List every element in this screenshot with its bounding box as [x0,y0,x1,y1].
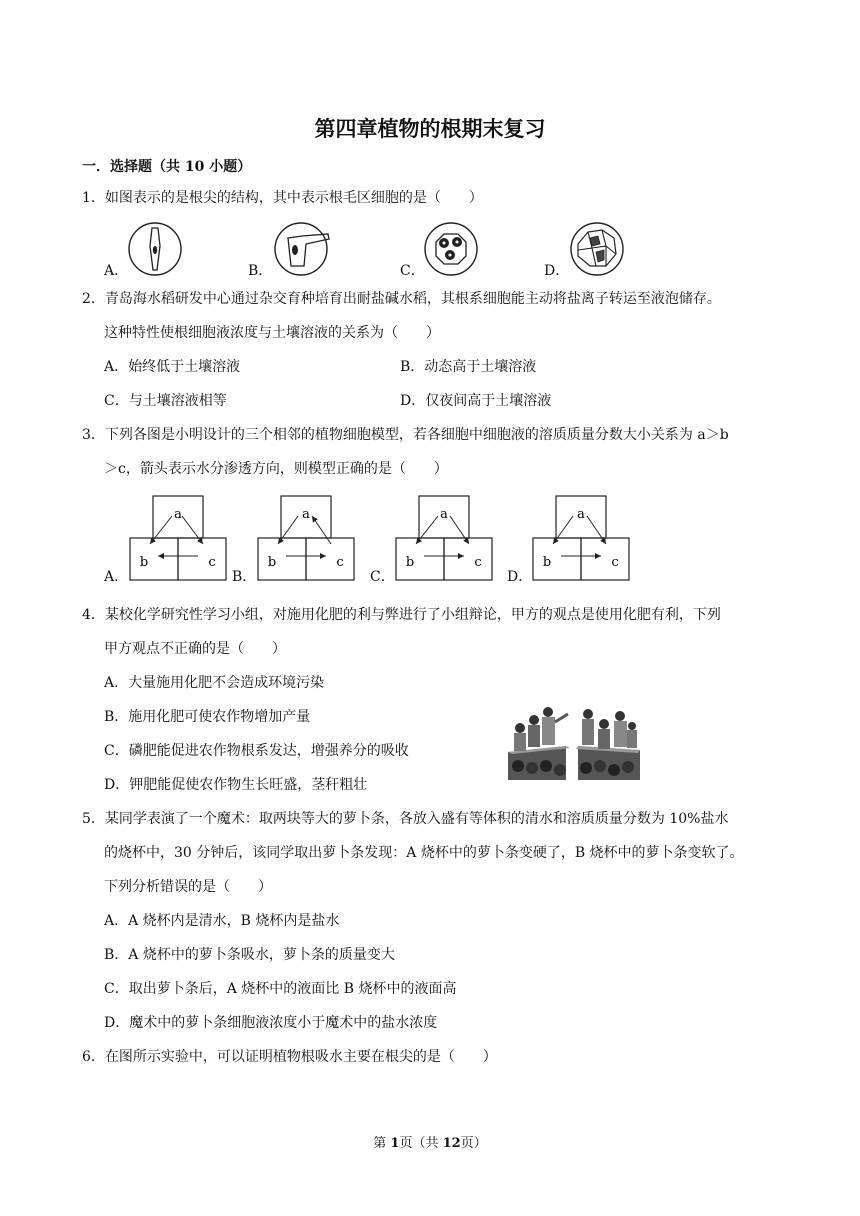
cell-b-label: b [542,555,552,570]
cell-b [533,538,581,580]
q1-option-a-figure [126,220,184,278]
footer-suffix: 页） [460,1136,487,1151]
cell-b-label: b [139,555,149,570]
osmosis-arrow-2 [312,516,331,544]
cell-b-label: b [267,555,277,570]
q3-option-b-label: B． [232,569,257,585]
cell-b [396,538,444,580]
q1-stem: 1．如图表示的是根尖的结构，其中表示根毛区细胞的是（ ） [82,190,483,206]
q5-option-b: B．A 烧杯中的萝卜条吸水，萝卜条的质量变大 [104,947,395,963]
cell-c-label: c [611,555,619,570]
q5-stem-line2: 的烧杯中，30 分钟后，该同学取出萝卜条发现：A 烧杯中的萝卜条变硬了，B 烧杯中的萝卜条变软了。 [104,845,744,861]
cell-a-label: a [302,507,310,522]
cell-c [581,538,629,580]
footer-page-number: 1 [390,1136,400,1151]
q5-option-a: A．A 烧杯内是清水，B 烧杯内是盐水 [104,913,340,929]
q2-stem-line1: 2．青岛海水稻研发中心通过杂交育种培育出耐盐碱水稻，其根系细胞能主动将盐离子转运至液泡储存。 [82,291,721,307]
q2-option-a: A．始终低于土壤溶液 [104,359,241,375]
q1-option-b-label: B． [248,263,273,279]
osmosis-arrow-2 [587,516,606,544]
cell-a-label: a [174,507,182,522]
q1-option-a-label: A． [104,263,129,279]
section-heading: 一．选择题（共 10 小题） [82,159,252,175]
q5-stem-line3: 下列分析错误的是（ ） [104,879,272,895]
q3-stem-line1: 3．下列各图是小明设计的三个相邻的植物细胞模型，若各细胞中细胞液的溶质质量分数大小关系为 a＞b [82,427,729,443]
q6-stem: 6．在图所示实验中，可以证明植物根吸水主要在根尖的是（ ） [82,1049,497,1065]
osmosis-arrow-2 [450,516,469,544]
q3-option-a-figure [128,494,228,584]
q1-option-b-figure [272,220,334,278]
q2-option-c: C．与土壤溶液相等 [104,393,227,409]
q1-option-d-label: D． [544,263,570,279]
q2-stem-line2: 这种特性使根细胞液浓度与土壤溶液的关系为（ ） [104,325,440,341]
q4-debate-illustration [508,700,640,780]
q4-option-d: D．钾肥能促使农作物生长旺盛，茎秆粗壮 [104,777,368,793]
q3-option-d-label: D． [507,569,533,585]
q3-option-c-figure [394,494,494,584]
q5-option-d: D．魔术中的萝卜条细胞液浓度小于魔术中的盐水浓度 [104,1015,438,1031]
cell-a-label: a [440,507,448,522]
q3-option-d-figure [531,494,631,584]
q3-option-a-label: A． [104,569,129,585]
q2-option-b: B．动态高于土壤溶液 [400,359,537,375]
q1-option-d-figure [568,220,626,278]
page-footer [0,1132,860,1151]
footer-total-pages: 12 [442,1136,461,1151]
cell-b [130,538,178,580]
footer-middle: 页（共 [399,1136,443,1151]
cell-b [258,538,306,580]
q1-option-c-label: C． [400,263,425,279]
q4-stem-line2: 甲方观点不正确的是（ ） [104,641,286,657]
cell-a-label: a [577,507,585,522]
cell-c [178,538,226,580]
q2-option-d: D．仅夜间高于土壤溶液 [400,393,552,409]
q3-stem-line2: ＞c，箭头表示水分渗透方向，则模型正确的是（ ） [104,461,448,477]
cell-c [444,538,492,580]
q4-option-a: A．大量施用化肥不会造成环境污染 [104,675,325,691]
q5-option-c: C．取出萝卜条后，A 烧杯中的液面比 B 烧杯中的液面高 [104,981,457,997]
footer-prefix: 第 [373,1136,391,1151]
q1-option-c-figure [422,220,480,278]
q3-option-b-figure [256,494,356,584]
cell-c-label: c [336,555,344,570]
osmosis-arrow-2 [182,516,203,544]
cell-c-label: c [208,555,216,570]
q4-stem-line1: 4．某校化学研究性学习小组，对施用化肥的利与弊进行了小组辩论，甲方的观点是使用化肥有利，下列 [82,607,721,623]
q3-option-c-label: C． [370,569,395,585]
cell-c-label: c [474,555,482,570]
cell-b-label: b [405,555,415,570]
page-title: 第四章植物的根期末复习 [314,117,546,141]
cell-c [306,538,354,580]
q4-option-c: C．磷肥能促进农作物根系发达，增强养分的吸收 [104,743,409,759]
q4-option-b: B．施用化肥可使农作物增加产量 [104,709,311,725]
q5-stem-line1: 5．某同学表演了一个魔术：取两块等大的萝卜条，各放入盛有等体积的清水和溶质质量分数为 10%盐水 [82,811,729,827]
